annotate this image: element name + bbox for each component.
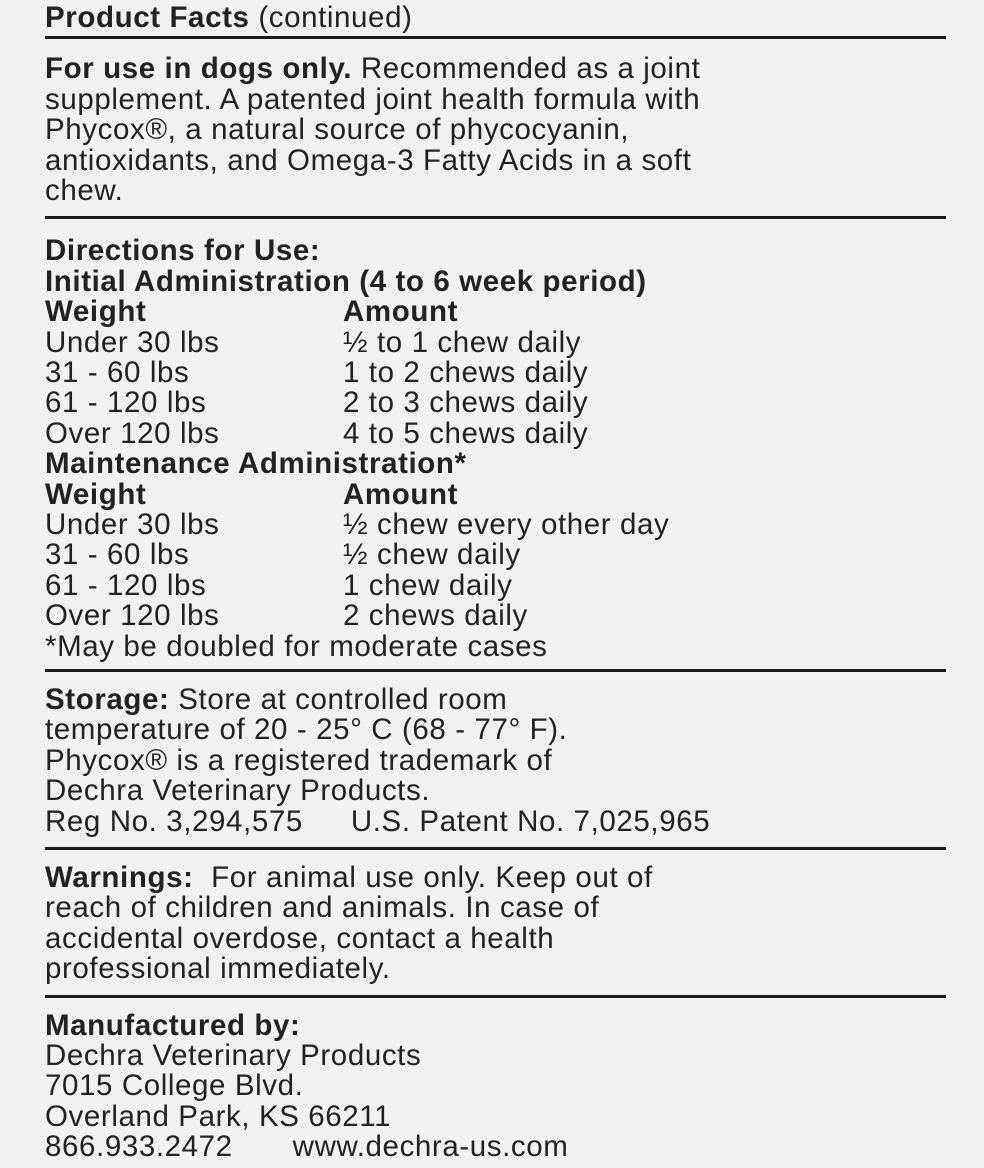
col-amount: Amount — [343, 477, 459, 511]
weight-cell: Over 120 lbs — [45, 599, 220, 633]
amount-cell: 4 to 5 chews daily — [343, 416, 589, 450]
table-row — [45, 601, 950, 631]
label-content — [45, 3, 950, 1163]
intro-line: Phycox®, a natural source of phycocyanin, — [45, 113, 630, 147]
website: www.dechra-us.com — [292, 1130, 569, 1164]
amount-cell: 2 chews daily — [343, 599, 528, 633]
manufacturer-line: Overland Park, KS 66211 — [45, 1099, 392, 1133]
divider — [45, 216, 946, 219]
amount-cell: 2 to 3 chews daily — [343, 386, 589, 420]
weight-cell: Under 30 lbs — [45, 508, 220, 541]
warnings-line: accidental overdose, contact a health — [45, 921, 555, 955]
warnings-section — [45, 863, 950, 985]
table-row — [45, 540, 950, 570]
directions-section — [45, 236, 950, 662]
storage-line: Store at controlled room — [169, 682, 508, 716]
reg-number: Reg No. 3,294,575 — [45, 804, 303, 838]
table-row — [45, 416, 950, 450]
intro-line: supplement. A patented joint health formula with — [45, 82, 701, 116]
intro-section — [45, 54, 950, 206]
intro-bold: For use in dogs only. — [45, 52, 353, 86]
header — [45, 3, 950, 33]
manufacturer-section — [45, 1008, 950, 1164]
divider — [45, 847, 946, 850]
storage-bold: Storage: — [45, 682, 170, 716]
amount-cell: 1 to 2 chews daily — [343, 356, 589, 390]
table-row — [45, 358, 950, 388]
table-row — [45, 388, 950, 418]
divider — [45, 995, 946, 998]
amount-cell: ½ to 1 chew daily — [343, 325, 582, 359]
initial-header-row — [45, 297, 950, 327]
reg-patent-line — [45, 804, 950, 838]
maintenance-title: Maintenance Administration* — [45, 447, 467, 481]
table-row — [45, 568, 950, 602]
intro-line: Recommended as a joint — [352, 52, 701, 86]
storage-section — [45, 682, 950, 838]
storage-line: Dechra Veterinary Products. — [45, 774, 431, 808]
amount-cell: ½ chew daily — [343, 538, 521, 572]
divider — [45, 669, 946, 672]
manufacturer-line: 7015 College Blvd. — [45, 1069, 304, 1103]
manufacturer-line: Dechra Veterinary Products — [45, 1039, 422, 1073]
table-row — [45, 325, 950, 359]
weight-cell: 61 - 120 lbs — [45, 568, 207, 602]
warnings-line: reach of children and animals. In case of — [45, 891, 600, 925]
warnings-line: professional immediately. — [45, 952, 391, 986]
table-row — [45, 510, 950, 540]
intro-line: antioxidants, and Omega-3 Fatty Acids in a soft — [45, 143, 692, 177]
storage-line: temperature of 20 - 25° C (68 - 77° F). — [45, 713, 568, 747]
intro-line: chew. — [45, 174, 124, 208]
directions-title: Directions for Use: — [45, 234, 321, 268]
contact-line — [45, 1132, 950, 1162]
warnings-bold: Warnings: — [45, 861, 194, 894]
header-title: Product Facts — [45, 1, 250, 34]
warnings-line: For animal use only. Keep out of — [193, 861, 653, 894]
weight-cell: 31 - 60 lbs — [45, 538, 190, 572]
amount-cell: 1 chew daily — [343, 568, 513, 602]
phone-number: 866.933.2472 — [45, 1130, 233, 1164]
weight-cell: Under 30 lbs — [45, 325, 220, 359]
weight-cell: 31 - 60 lbs — [45, 356, 190, 390]
weight-cell: Over 120 lbs — [45, 416, 220, 450]
patent-number: U.S. Patent No. 7,025,965 — [350, 804, 711, 838]
header-subtitle: (continued) — [258, 1, 413, 34]
storage-line: Phycox® is a registered trademark of — [45, 743, 553, 777]
initial-title: Initial Administration (4 to 6 week period) — [45, 264, 647, 298]
maintenance-header-row — [45, 477, 950, 511]
col-weight: Weight — [45, 295, 147, 329]
col-weight: Weight — [45, 477, 147, 511]
weight-cell: 61 - 120 lbs — [45, 386, 207, 420]
amount-cell: ½ chew every other day — [343, 508, 670, 541]
col-amount: Amount — [343, 295, 459, 329]
manufacturer-title: Manufactured by: — [45, 1008, 301, 1042]
divider — [45, 36, 946, 39]
footnote: *May be doubled for moderate cases — [45, 629, 548, 663]
